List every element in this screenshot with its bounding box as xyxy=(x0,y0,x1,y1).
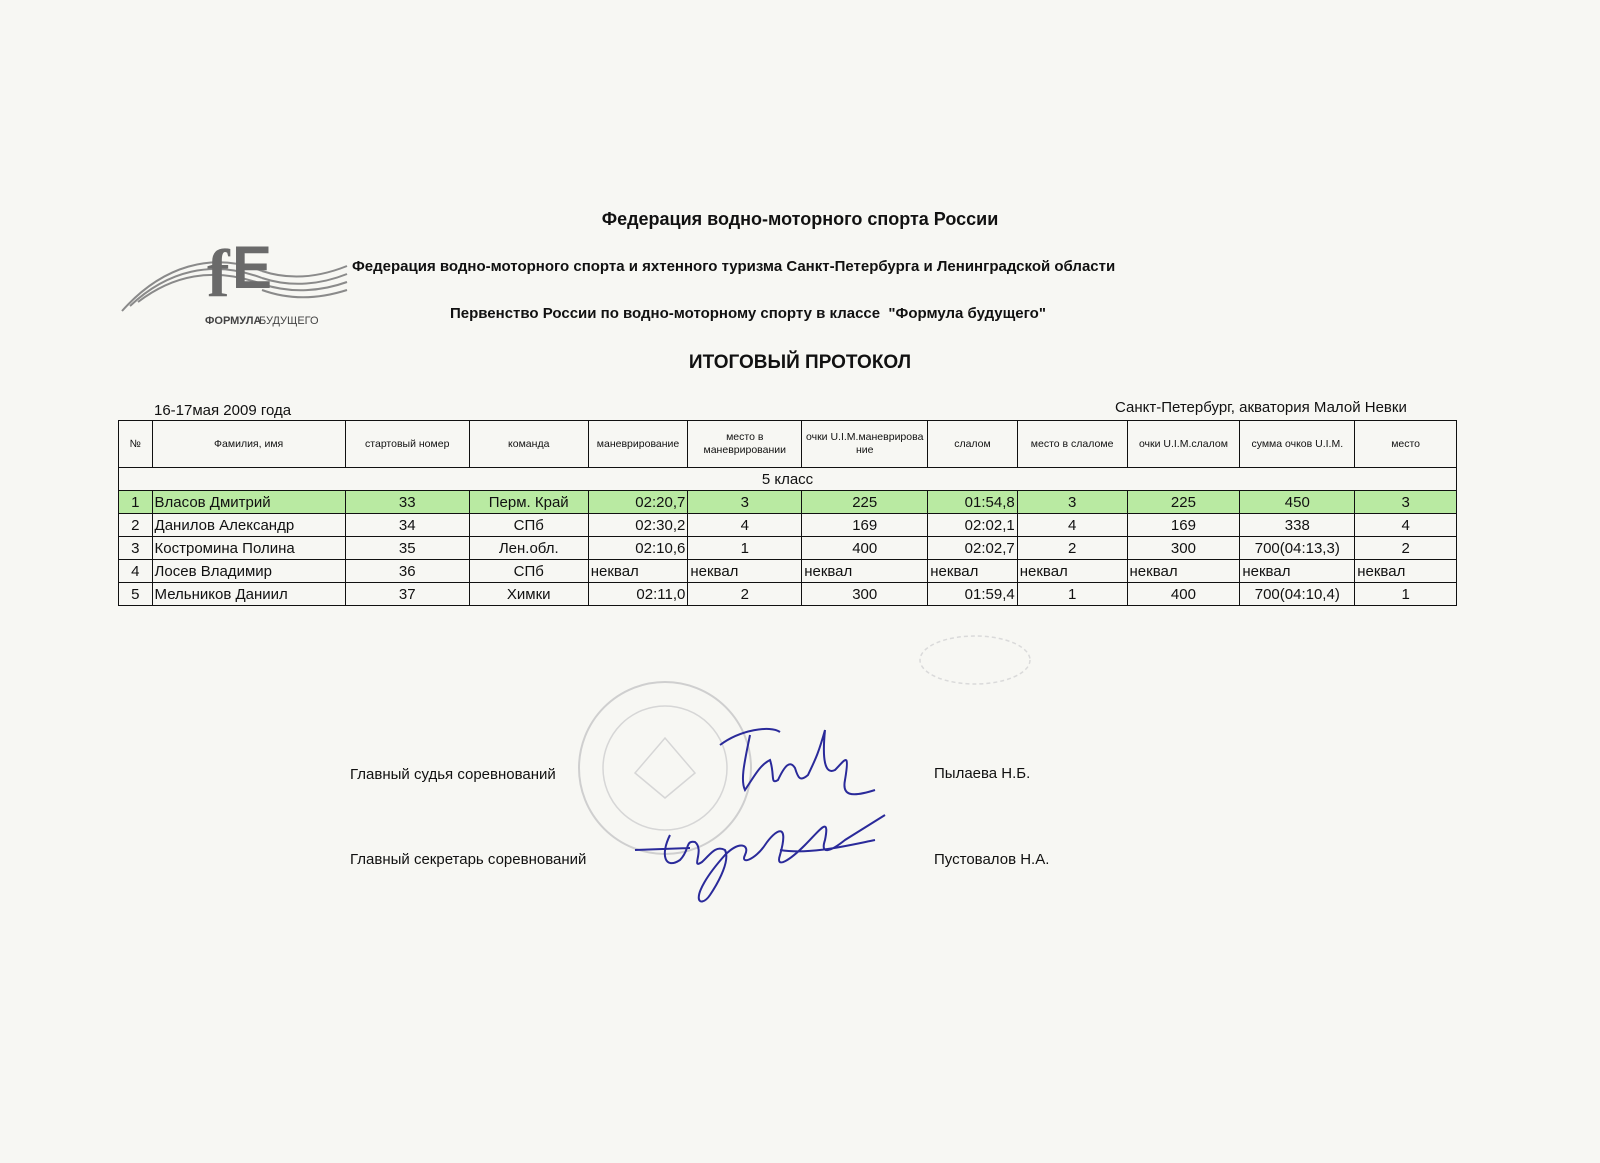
column-header: Фамилия, имя xyxy=(152,421,345,468)
cell-maneuver-points: 300 xyxy=(802,583,928,606)
federation-spb-title: Федерация водно-моторного спорта и яхтенного туризма Санкт-Петербурга и Ленинградской области xyxy=(352,258,1116,275)
cell-slalom-place: 4 xyxy=(1017,514,1127,537)
cell-slalom: 02:02,7 xyxy=(928,537,1017,560)
cell-slalom: 02:02,1 xyxy=(928,514,1017,537)
column-header: место в маневрировании xyxy=(688,421,802,468)
cell-name: Костромина Полина xyxy=(152,537,345,560)
cell-maneuver-points: неквал xyxy=(802,560,928,583)
cell-sum: 338 xyxy=(1240,514,1355,537)
cell-slalom-points: 225 xyxy=(1127,491,1240,514)
cell-maneuver-points: 225 xyxy=(802,491,928,514)
cell-maneuver-place: неквал xyxy=(688,560,802,583)
cell-start: 36 xyxy=(345,560,469,583)
cell-slalom-points: 300 xyxy=(1127,537,1240,560)
championship-title: Первенство России по водно-моторному спорту в классе "Формула будущего" xyxy=(450,305,1046,322)
cell-maneuver-points: 169 xyxy=(802,514,928,537)
column-header: место в слаломе xyxy=(1017,421,1127,468)
cell-maneuver: 02:20,7 xyxy=(588,491,688,514)
cell-sum: неквал xyxy=(1240,560,1355,583)
logo-text-bold: ФОРМУЛА xyxy=(205,315,262,327)
column-header: слалом xyxy=(928,421,1017,468)
cell-maneuver-place: 2 xyxy=(688,583,802,606)
cell-place: 1 xyxy=(1355,583,1457,606)
cell-slalom: неквал xyxy=(928,560,1017,583)
cell-sum: 450 xyxy=(1240,491,1355,514)
cell-name: Мельников Даниил xyxy=(152,583,345,606)
column-header: очки U.I.M.маневрирование xyxy=(802,421,928,468)
document-title: ИТОГОВЫЙ ПРОТОКОЛ xyxy=(688,352,912,373)
cell-maneuver: 02:30,2 xyxy=(588,514,688,537)
cell-place: 3 xyxy=(1355,491,1457,514)
cell-maneuver-place: 3 xyxy=(688,491,802,514)
formula-future-logo xyxy=(112,226,352,336)
cell-slalom-points: неквал xyxy=(1127,560,1240,583)
column-header: очки U.I.M.слалом xyxy=(1127,421,1240,468)
secretary-signature xyxy=(630,800,900,920)
cell-num: 2 xyxy=(119,514,153,537)
logo-text-normal: БУДУЩЕГО xyxy=(259,315,319,327)
column-header: маневрирование xyxy=(588,421,688,468)
cell-sum: 700(04:10,4) xyxy=(1240,583,1355,606)
cell-place: 4 xyxy=(1355,514,1457,537)
cell-num: 3 xyxy=(119,537,153,560)
column-header: стартовый номер xyxy=(345,421,469,468)
cell-team: СПб xyxy=(469,560,588,583)
cell-maneuver: 02:10,6 xyxy=(588,537,688,560)
table-row xyxy=(119,514,1457,537)
cell-place: неквал xyxy=(1355,560,1457,583)
cell-start: 35 xyxy=(345,537,469,560)
cell-slalom-place: 3 xyxy=(1017,491,1127,514)
table-row xyxy=(119,537,1457,560)
table-row xyxy=(119,491,1457,514)
table-row xyxy=(119,583,1457,606)
cell-num: 4 xyxy=(119,560,153,583)
federation-russia-title: Федерация водно-моторного спорта России xyxy=(601,209,999,229)
cell-start: 34 xyxy=(345,514,469,537)
column-header: место xyxy=(1355,421,1457,468)
event-location: Санкт-Петербург, акватория Малой Невки xyxy=(1115,399,1407,416)
cell-slalom-place: 2 xyxy=(1017,537,1127,560)
cell-slalom-place: неквал xyxy=(1017,560,1127,583)
cell-slalom: 01:54,8 xyxy=(928,491,1017,514)
cell-num: 5 xyxy=(119,583,153,606)
cell-maneuver-place: 4 xyxy=(688,514,802,537)
cell-maneuver: 02:11,0 xyxy=(588,583,688,606)
judge-name: Пылаева Н.Б. xyxy=(934,765,1031,782)
cell-name: Власов Дмитрий xyxy=(152,491,345,514)
cell-team: СПб xyxy=(469,514,588,537)
cell-slalom: 01:59,4 xyxy=(928,583,1017,606)
cell-sum: 700(04:13,3) xyxy=(1240,537,1355,560)
cell-team: Химки xyxy=(469,583,588,606)
secretary-label: Главный секретарь соревнований xyxy=(350,851,587,868)
cell-start: 33 xyxy=(345,491,469,514)
faint-stamp xyxy=(915,630,1035,690)
class-label: 5 класс xyxy=(119,468,1457,491)
cell-slalom-place: 1 xyxy=(1017,583,1127,606)
judge-label: Главный судья соревнований xyxy=(350,766,556,783)
cell-start: 37 xyxy=(345,583,469,606)
cell-name: Данилов Александр xyxy=(152,514,345,537)
table-row xyxy=(119,560,1457,583)
cell-slalom-points: 400 xyxy=(1127,583,1240,606)
cell-team: Лен.обл. xyxy=(469,537,588,560)
event-date: 16-17мая 2009 года xyxy=(154,402,292,419)
cell-slalom-points: 169 xyxy=(1127,514,1240,537)
column-header: сумма очков U.I.M. xyxy=(1240,421,1355,468)
cell-maneuver-points: 400 xyxy=(802,537,928,560)
cell-place: 2 xyxy=(1355,537,1457,560)
svg-text:E: E xyxy=(232,234,273,301)
cell-maneuver: неквал xyxy=(588,560,688,583)
results-table xyxy=(118,420,1457,606)
secretary-name: Пустовалов Н.А. xyxy=(934,851,1050,868)
svg-text:f: f xyxy=(207,235,230,311)
cell-maneuver-place: 1 xyxy=(688,537,802,560)
column-header: команда xyxy=(469,421,588,468)
column-header: № xyxy=(119,421,153,468)
cell-team: Перм. Край xyxy=(469,491,588,514)
cell-name: Лосев Владимир xyxy=(152,560,345,583)
cell-num: 1 xyxy=(119,491,153,514)
class-row xyxy=(119,468,1457,491)
table-header-row xyxy=(119,421,1457,468)
